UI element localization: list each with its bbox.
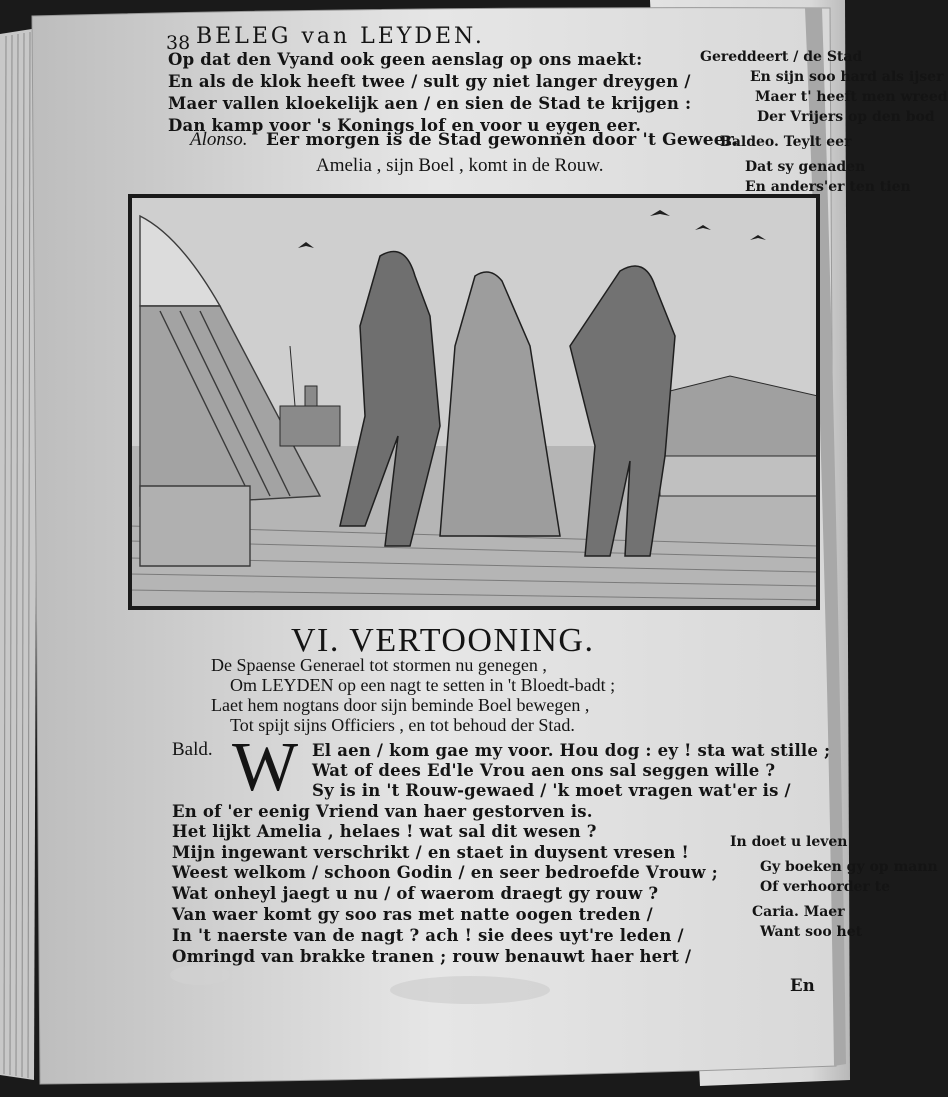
facing-page-text: En sijn soo hard als ijser: [750, 69, 944, 85]
argument-line: Om LEYDEN op een nagt te setten in 't Bloedt-badt ;: [230, 675, 616, 695]
verse-line: El aen / kom gae my voor. Hou dog : ey ! sta wat stille ;: [312, 741, 831, 760]
verse-line: Maer vallen kloekelijk aen / en sien de Stad te krijgen :: [168, 94, 692, 113]
verse-line: Het lijkt Amelia , helaes ! wat sal dit wesen ?: [172, 822, 597, 841]
facing-page-text: In doet u leven: [730, 834, 848, 850]
verse-line: In 't naerste van de nagt ? ach ! sie dees uyt're leden /: [172, 926, 684, 945]
argument-line: Tot spijt sijns Officiers , en tot behoud der Stad.: [230, 715, 575, 735]
verse-line: Sy is in 't Rouw-gewaed / 'k moet vragen wat'er is /: [312, 781, 791, 800]
verse-line: Wat of dees Ed'le Vrou aen ons sal seggen wille ?: [312, 761, 776, 780]
facing-page-text: Dat sy genaden: [745, 159, 866, 175]
page-number: 38: [166, 32, 191, 54]
verse-line: Van waer komt gy soo ras met natte oogen treden /: [172, 905, 653, 924]
argument-line: De Spaense Generael tot stormen nu genegen ,: [211, 655, 547, 675]
running-head: BELEG van LEYDEN.: [196, 24, 485, 49]
verse-line: Omringd van brakke tranen ; rouw benauwt haer hert /: [172, 947, 692, 966]
argument-line: Laet hem nogtans door sijn beminde Boel bewegen ,: [211, 695, 590, 715]
verse-line: Weest welkom / schoon Godin / en seer bedroefde Vrouw ;: [172, 863, 718, 882]
drop-cap: W: [232, 729, 299, 806]
verse-line: En als de klok heeft twee / sult gy niet langer dreygen /: [168, 72, 691, 91]
speaker-name: Bald.: [172, 739, 213, 760]
verse-line: Eer morgen is de Stad gewonnen door 't Geweer.: [266, 130, 739, 150]
facing-page-text: Gy boeken gy op mann: [760, 859, 938, 875]
facing-page-text: Of verhoorder te: [760, 879, 891, 895]
speaker-name: Alonso.: [190, 129, 248, 150]
facing-page-text: Gereddeert / de Stad: [700, 49, 863, 65]
facing-page-text: En anders'er ten tien: [745, 179, 911, 195]
verse-line: En of 'er eenig Vriend van haer gestorven is.: [172, 802, 593, 821]
stage-direction: Amelia , sijn Boel , komt in de Rouw.: [316, 155, 604, 176]
facing-page-text: Maer t' heeft men wreed: [755, 89, 948, 105]
facing-page-text: Caria. Maer: [752, 904, 845, 920]
verse-line: Dan kamp voor 's Konings lof en voor u eygen eer.: [168, 116, 642, 135]
woodcut-illustration: [130, 196, 818, 608]
verse-line: Mijn ingewant verschrikt / en staet in duysent vresen !: [172, 843, 689, 862]
verse-line: Wat onheyl jaegt u nu / of waerom draegt gy rouw ?: [172, 884, 659, 903]
section-title: VI. VERTOONING.: [291, 622, 595, 659]
facing-page-text: Der Vrijers op den bod: [757, 109, 935, 125]
catchword: En: [790, 976, 815, 995]
verse-line: Op dat den Vyand ook geen aenslag op ons maekt:: [168, 50, 643, 69]
facing-page-text: Baldeo. Teylt eer: [720, 134, 852, 150]
facing-page-text: Want soo het: [760, 924, 863, 940]
